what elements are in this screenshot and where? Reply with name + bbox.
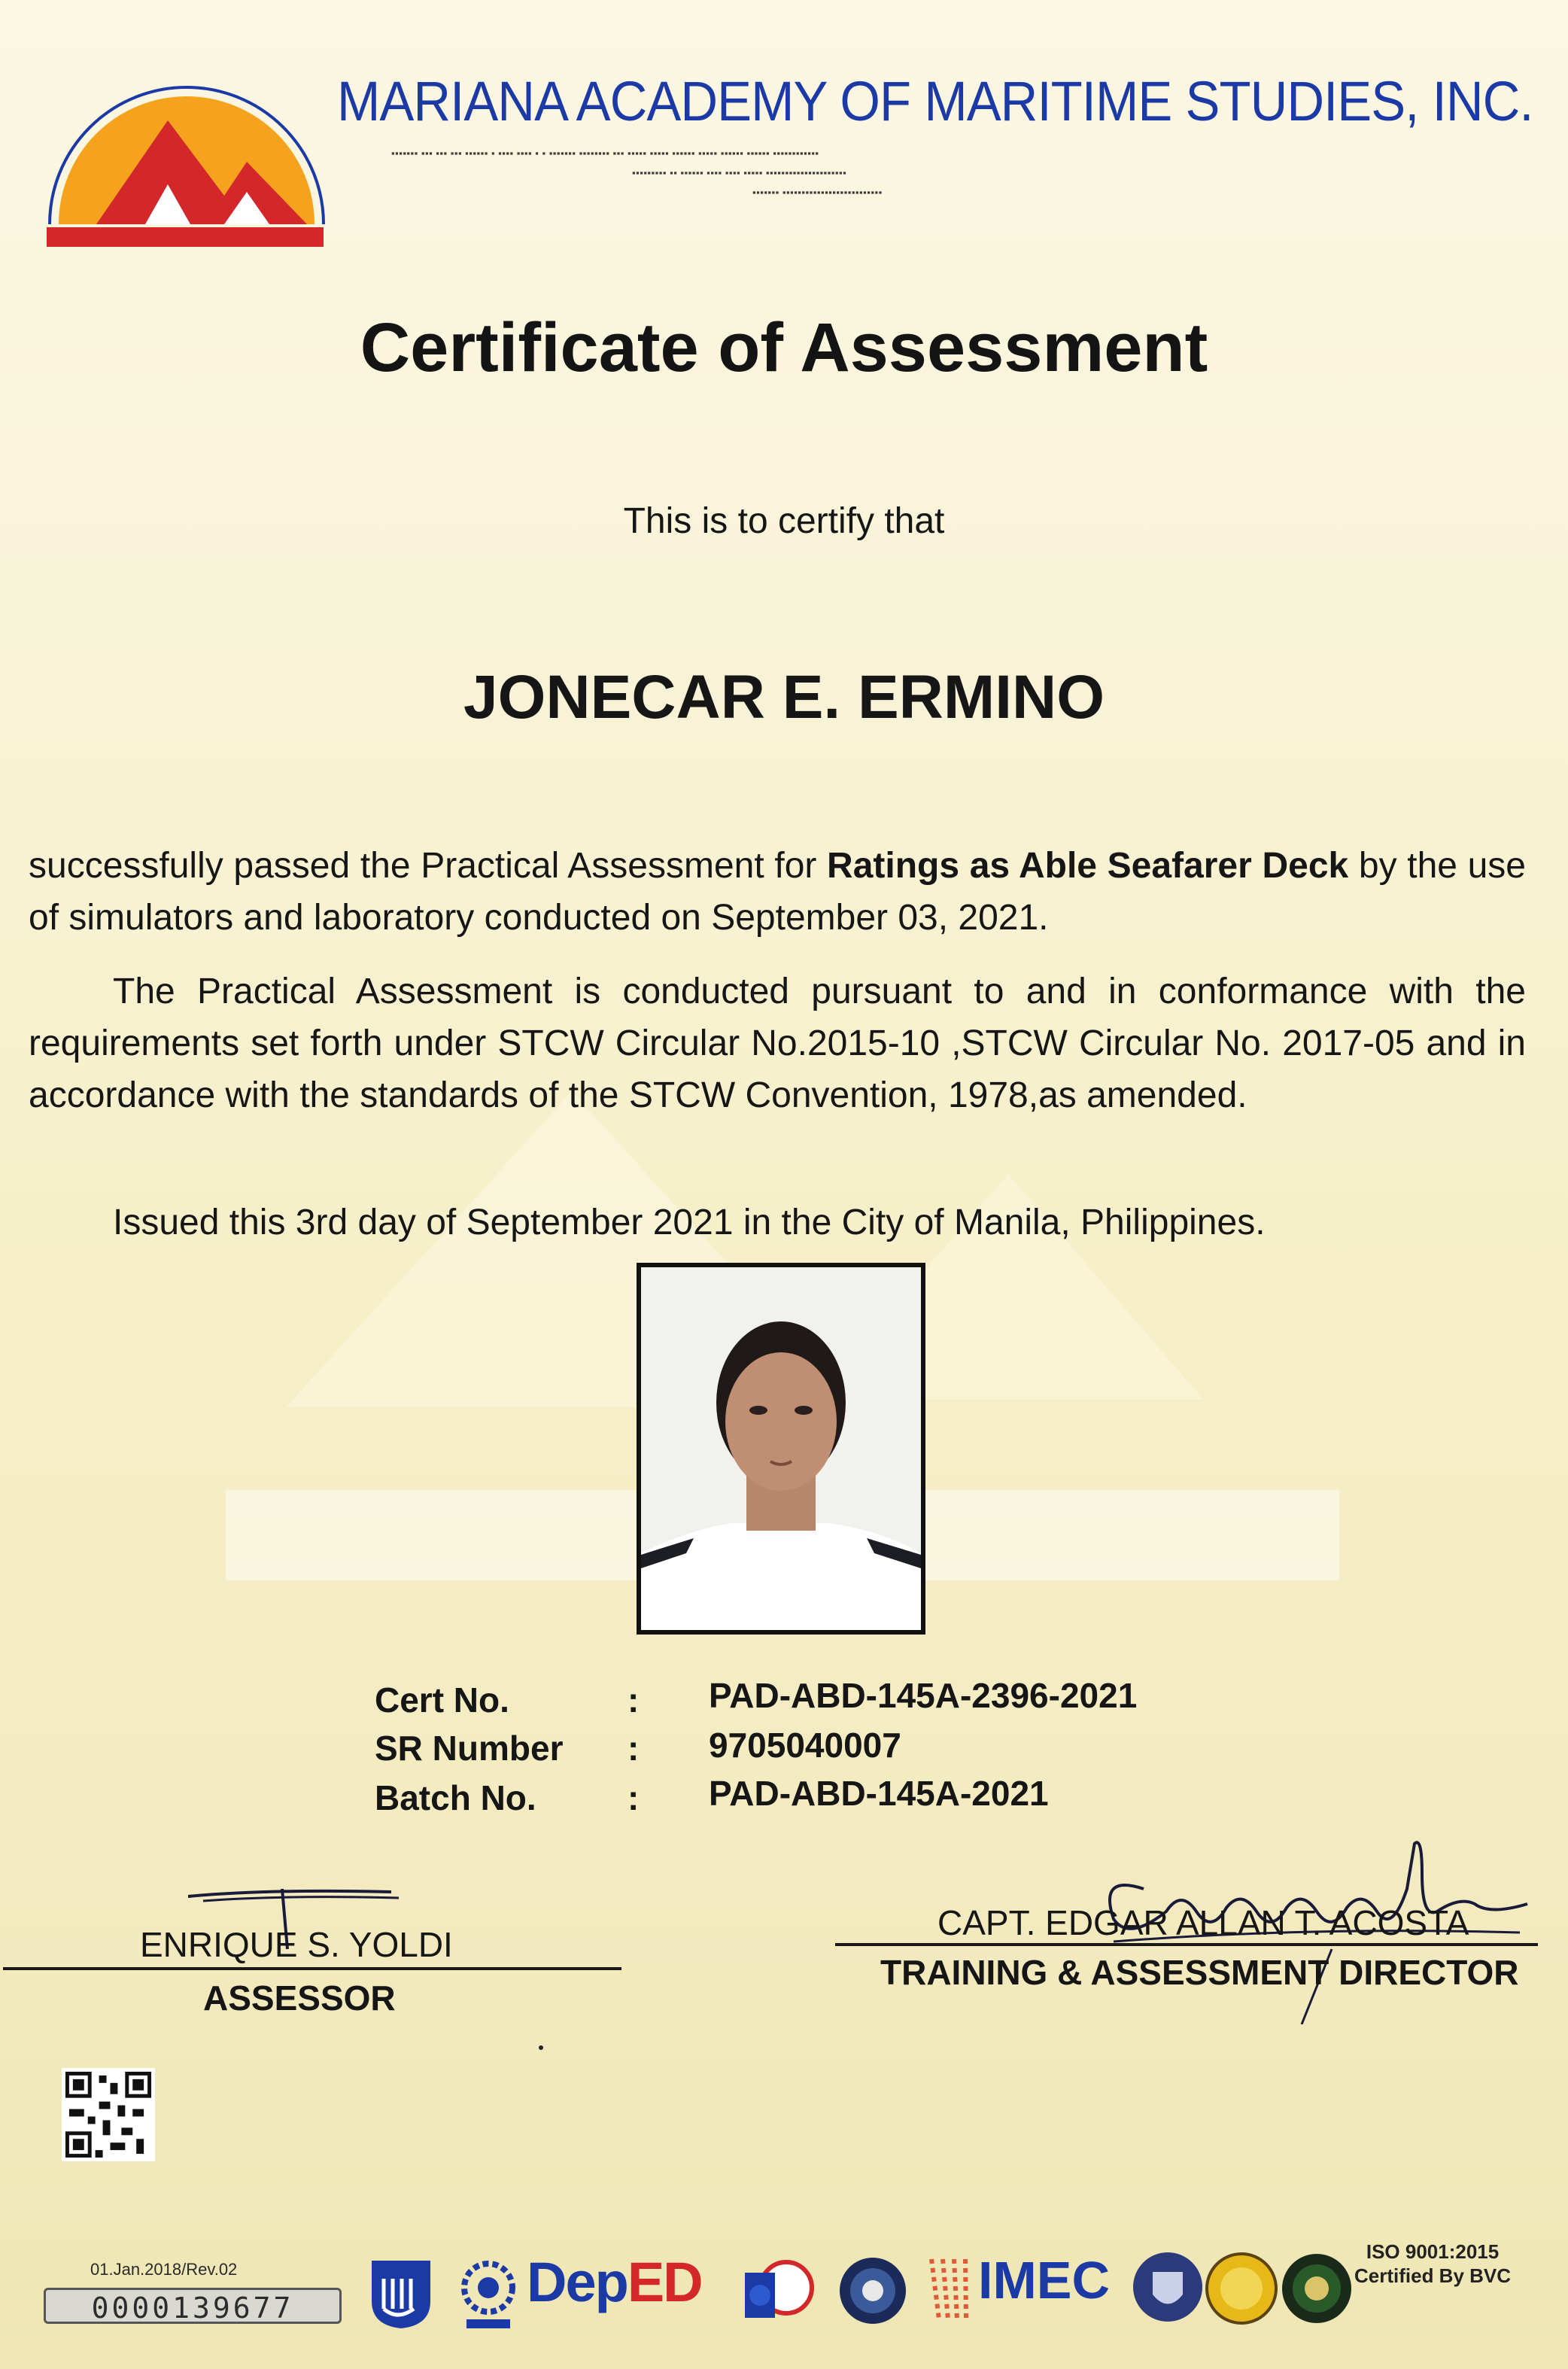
- best-badge-logo: [1204, 2247, 1279, 2330]
- iso-certifier: Certified By BVC: [1354, 2264, 1512, 2287]
- circular-seal-logo: [1279, 2247, 1354, 2330]
- assessor-role: ASSESSOR: [203, 1978, 396, 2018]
- recipient-photo: [637, 1263, 925, 1635]
- serial-number: 0000139677: [44, 2288, 342, 2324]
- sr-number-colon: :: [628, 1729, 640, 1768]
- marina-logo: [367, 2256, 435, 2331]
- batch-no-label: Batch No.: [375, 1778, 536, 1817]
- para1-text-a: successfully passed the Practical Assessment for: [29, 846, 828, 886]
- school-logo: [44, 30, 330, 248]
- imec-logo: IMEC: [978, 2251, 1110, 2310]
- sr-number-value: 9705040007: [709, 1726, 901, 1765]
- issued-line: Issued this 3rd day of September 2021 in the City of Manila, Philippines.: [113, 1203, 1266, 1242]
- director-signature-line: [835, 1943, 1538, 1946]
- sr-number-label: SR Number: [375, 1729, 564, 1768]
- flame-logo: [924, 2252, 977, 2327]
- dot-mark: [539, 2045, 543, 2050]
- shield-emblem-logo: [1130, 2246, 1205, 2328]
- cert-no-colon: :: [628, 1680, 640, 1720]
- website-line-decorative: ▪▪▪▪▪▪▪ ▪▪▪▪▪▪▪▪▪▪▪▪▪▪▪▪▪▪▪▪▪▪▪▪▪▪: [752, 187, 883, 198]
- qr-code[interactable]: [62, 2068, 155, 2161]
- school-name: MARIANA ACADEMY OF MARITIME STUDIES, INC.: [337, 70, 1533, 132]
- course-name: Ratings as Able Seafarer Deck: [827, 846, 1349, 886]
- cert-no-label: Cert No.: [375, 1680, 509, 1720]
- batch-no-colon: :: [628, 1778, 640, 1817]
- conformance-paragraph: The Practical Assessment is conducted pursuant to and in conformance with the requirements set forth under STCW Circular No.2015-10 ,STCW Circular No. 2017-05 and in accordance with the standards of the STCW Convention, 1978,as amended.: [29, 972, 1526, 1115]
- certify-line: This is to certify that: [623, 501, 945, 541]
- marina-seal-logo: [730, 2250, 828, 2333]
- director-name: CAPT. EDGAR ALLAN T. ACOSTA: [937, 1903, 1469, 1942]
- tesda-logo: [454, 2256, 522, 2331]
- address-line-decorative: ▪▪▪▪▪▪▪ ▪▪▪ ▪▪▪ ▪▪▪ ▪▪▪▪▪▪ ▪ ▪▪▪▪ ▪▪▪▪ ▪ ▪ ▪▪▪▪▪▪▪ ▪▪▪▪▪▪▪▪ ▪▪▪ ▪▪▪▪▪ ▪▪▪▪▪ ▪▪▪▪▪▪ ▪▪▪▪▪ ▪▪▪▪▪▪ ▪▪▪▪▪▪ ▪▪▪▪▪▪▪▪▪▪▪▪: [391, 147, 819, 159]
- telephone-line-decorative: ▪▪▪▪▪▪▪▪▪ ▪▪ ▪▪▪▪▪▪ ▪▪▪▪ ▪▪▪▪ ▪▪▪▪▪ ▪▪▪▪▪▪▪▪▪▪▪▪▪▪▪▪▪▪▪▪▪: [632, 167, 847, 178]
- certificate-title: Certificate of Assessment: [360, 309, 1208, 386]
- deped-logo: [527, 2250, 702, 2314]
- assessor-name: ENRIQUE S. YOLDI: [140, 1925, 453, 1964]
- portrait-image: [641, 1267, 921, 1630]
- recipient-name: JONECAR E. ERMINO: [463, 663, 1105, 731]
- assessment-paragraph: [29, 840, 1526, 944]
- batch-no-value: PAD-ABD-145A-2021: [709, 1774, 1049, 1813]
- deped-text-a: Dep: [527, 2251, 628, 2313]
- revision-code: 01.Jan.2018/Rev.02: [90, 2260, 238, 2279]
- para1-text-b: by the use of simulators and laboratory conducted on September 03, 2021.: [29, 846, 1527, 938]
- assessor-signature-line: [3, 1967, 621, 1970]
- director-role: TRAINING & ASSESSMENT DIRECTOR: [880, 1953, 1519, 1992]
- deped-text-b: ED: [627, 2251, 702, 2313]
- iso-certification: [1354, 2240, 1511, 2288]
- cert-no-value: PAD-ABD-145A-2396-2021: [709, 1676, 1138, 1715]
- iso-standard: ISO 9001:2015: [1366, 2240, 1500, 2263]
- government-seal-logo: [835, 2253, 910, 2328]
